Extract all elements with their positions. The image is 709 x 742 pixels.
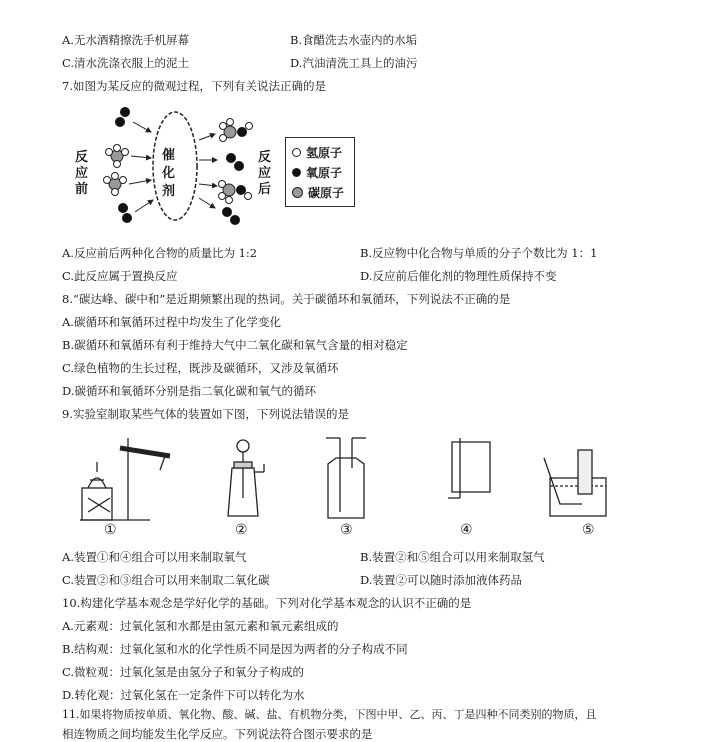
label-after-3: 后 xyxy=(258,182,272,197)
q9-option-b: B.装置②和⑤组合可以用来制取氢气 xyxy=(360,550,545,564)
methane-molecule-icon xyxy=(104,173,127,196)
q8-option-a: A.碳循环和氧循环过程中均发生了化学变化 xyxy=(62,315,281,329)
oxygen-molecule-icon xyxy=(118,203,132,223)
q10-stem: 10.构建化学基本观念是学好化学的基础。下列对化学基本观念的认识不正确的是 xyxy=(62,596,472,610)
q9-option-d: D.装置②可以随时添加液体药品 xyxy=(360,573,522,587)
q9-option-c: C.装置②和③组合可以用来制取二氧化碳 xyxy=(62,573,270,587)
catalyst-1: 催 xyxy=(162,148,176,163)
q10-option-c: C.微粒观：过氧化氢是由氢分子和氧分子构成的 xyxy=(62,665,305,679)
catalyst-2: 化 xyxy=(162,166,176,181)
q6-option-b: B.食醋洗去水壶内的水垢 xyxy=(290,33,418,47)
methanol-molecule-icon xyxy=(219,181,252,204)
catalyst-3: 剂 xyxy=(162,184,176,199)
q10-option-d: D.转化观：过氧化氢在一定条件下可以转化为水 xyxy=(62,688,305,702)
oxygen-molecule-icon xyxy=(226,153,244,171)
q7-option-d: D.反应前后催化剂的物理性质保持不变 xyxy=(360,269,557,283)
label-after-2: 应 xyxy=(258,166,272,181)
apparatus-number-2: ② xyxy=(235,522,248,538)
apparatus-1-heating xyxy=(80,438,170,520)
methanol-molecule-icon xyxy=(220,119,253,142)
catalyst-ellipse xyxy=(153,112,197,220)
q6-option-c: C.清水洗涤衣服上的泥土 xyxy=(62,56,190,70)
q7-option-c: C.此反应属于置换反应 xyxy=(62,269,178,283)
apparatus-diagram xyxy=(60,428,620,528)
apparatus-number-1: ① xyxy=(104,522,117,538)
q8-option-d: D.碳循环和氧循环分别是指二氧化碳和氧气的循环 xyxy=(62,384,316,398)
q8-option-c: C.绿色植物的生长过程，既涉及碳循环，又涉及氧循环 xyxy=(62,361,339,375)
q7-stem: 7.如图为某反应的微观过程，下列有关说法正确的是 xyxy=(62,79,326,93)
q8-stem: 8.“碳达峰、碳中和”是近期频繁出现的热词。关于碳循环和氧循环，下列说法不正确的是 xyxy=(62,292,511,306)
q6-option-a: A.无水酒精擦洗手机屏幕 xyxy=(62,33,189,47)
apparatus-3-gas-bottle xyxy=(326,438,366,518)
oxygen-molecule-icon xyxy=(115,107,130,127)
legend-oxygen-label: 氧原子 xyxy=(306,166,343,180)
q6-option-d: D.汽油清洗工具上的油污 xyxy=(290,56,418,70)
apparatus-number-4: ④ xyxy=(460,522,473,538)
q7-option-b: B.反应物中化合物与单质的分子个数比为 1：1 xyxy=(360,246,598,260)
hydrogen-atom-icon xyxy=(292,148,301,157)
q8-option-b: B.碳循环和氧循环有利于维持大气中二氧化碳和氧气含量的相对稳定 xyxy=(62,338,408,352)
oxygen-atom-icon xyxy=(292,168,301,177)
q9-stem: 9.实验室制取某些气体的装置如下图，下列说法错误的是 xyxy=(62,407,349,421)
q11-stem-line2: 相连物质之间均能发生化学反应。下列说法符合图示要求的是 xyxy=(62,727,373,741)
q10-option-a: A.元素观：过氧化氢和水都是由氢元素和氧元素组成的 xyxy=(62,619,339,633)
label-after-1: 反 xyxy=(258,150,272,165)
apparatus-number-5: ⑤ xyxy=(582,522,595,538)
apparatus-4-upward-collection xyxy=(448,438,490,498)
apparatus-number-3: ③ xyxy=(340,522,353,538)
q7-option-a: A.反应前后两种化合物的质量比为 1:2 xyxy=(62,246,258,260)
oxygen-molecule-icon xyxy=(222,207,240,225)
apparatus-5-water-trough xyxy=(544,450,606,516)
label-before-3: 前 xyxy=(75,182,89,197)
carbon-atom-icon xyxy=(292,187,303,198)
q9-option-a: A.装置①和④组合可以用来制取氧气 xyxy=(62,550,247,564)
atom-legend xyxy=(285,137,355,207)
legend-hydrogen-label: 氢原子 xyxy=(306,146,343,160)
molecule-diagram xyxy=(95,100,255,230)
legend-oxygen xyxy=(292,164,342,181)
legend-hydrogen xyxy=(292,144,342,161)
label-before-1: 反 xyxy=(75,150,89,165)
methane-molecule-icon xyxy=(106,145,129,168)
legend-carbon-label: 碳原子 xyxy=(308,186,345,200)
legend-carbon xyxy=(292,184,344,201)
q11-stem-line1: 11.如果将物质按单质、氧化物、酸、碱、盐、有机物分类，下图中甲、乙、丙、丁是四种不同类别的物质，且 xyxy=(62,708,597,721)
label-before-2: 应 xyxy=(75,166,89,181)
apparatus-2-flask xyxy=(228,440,264,516)
q10-option-b: B.结构观：过氧化氢和水的化学性质不同是因为两者的分子构成不同 xyxy=(62,642,408,656)
